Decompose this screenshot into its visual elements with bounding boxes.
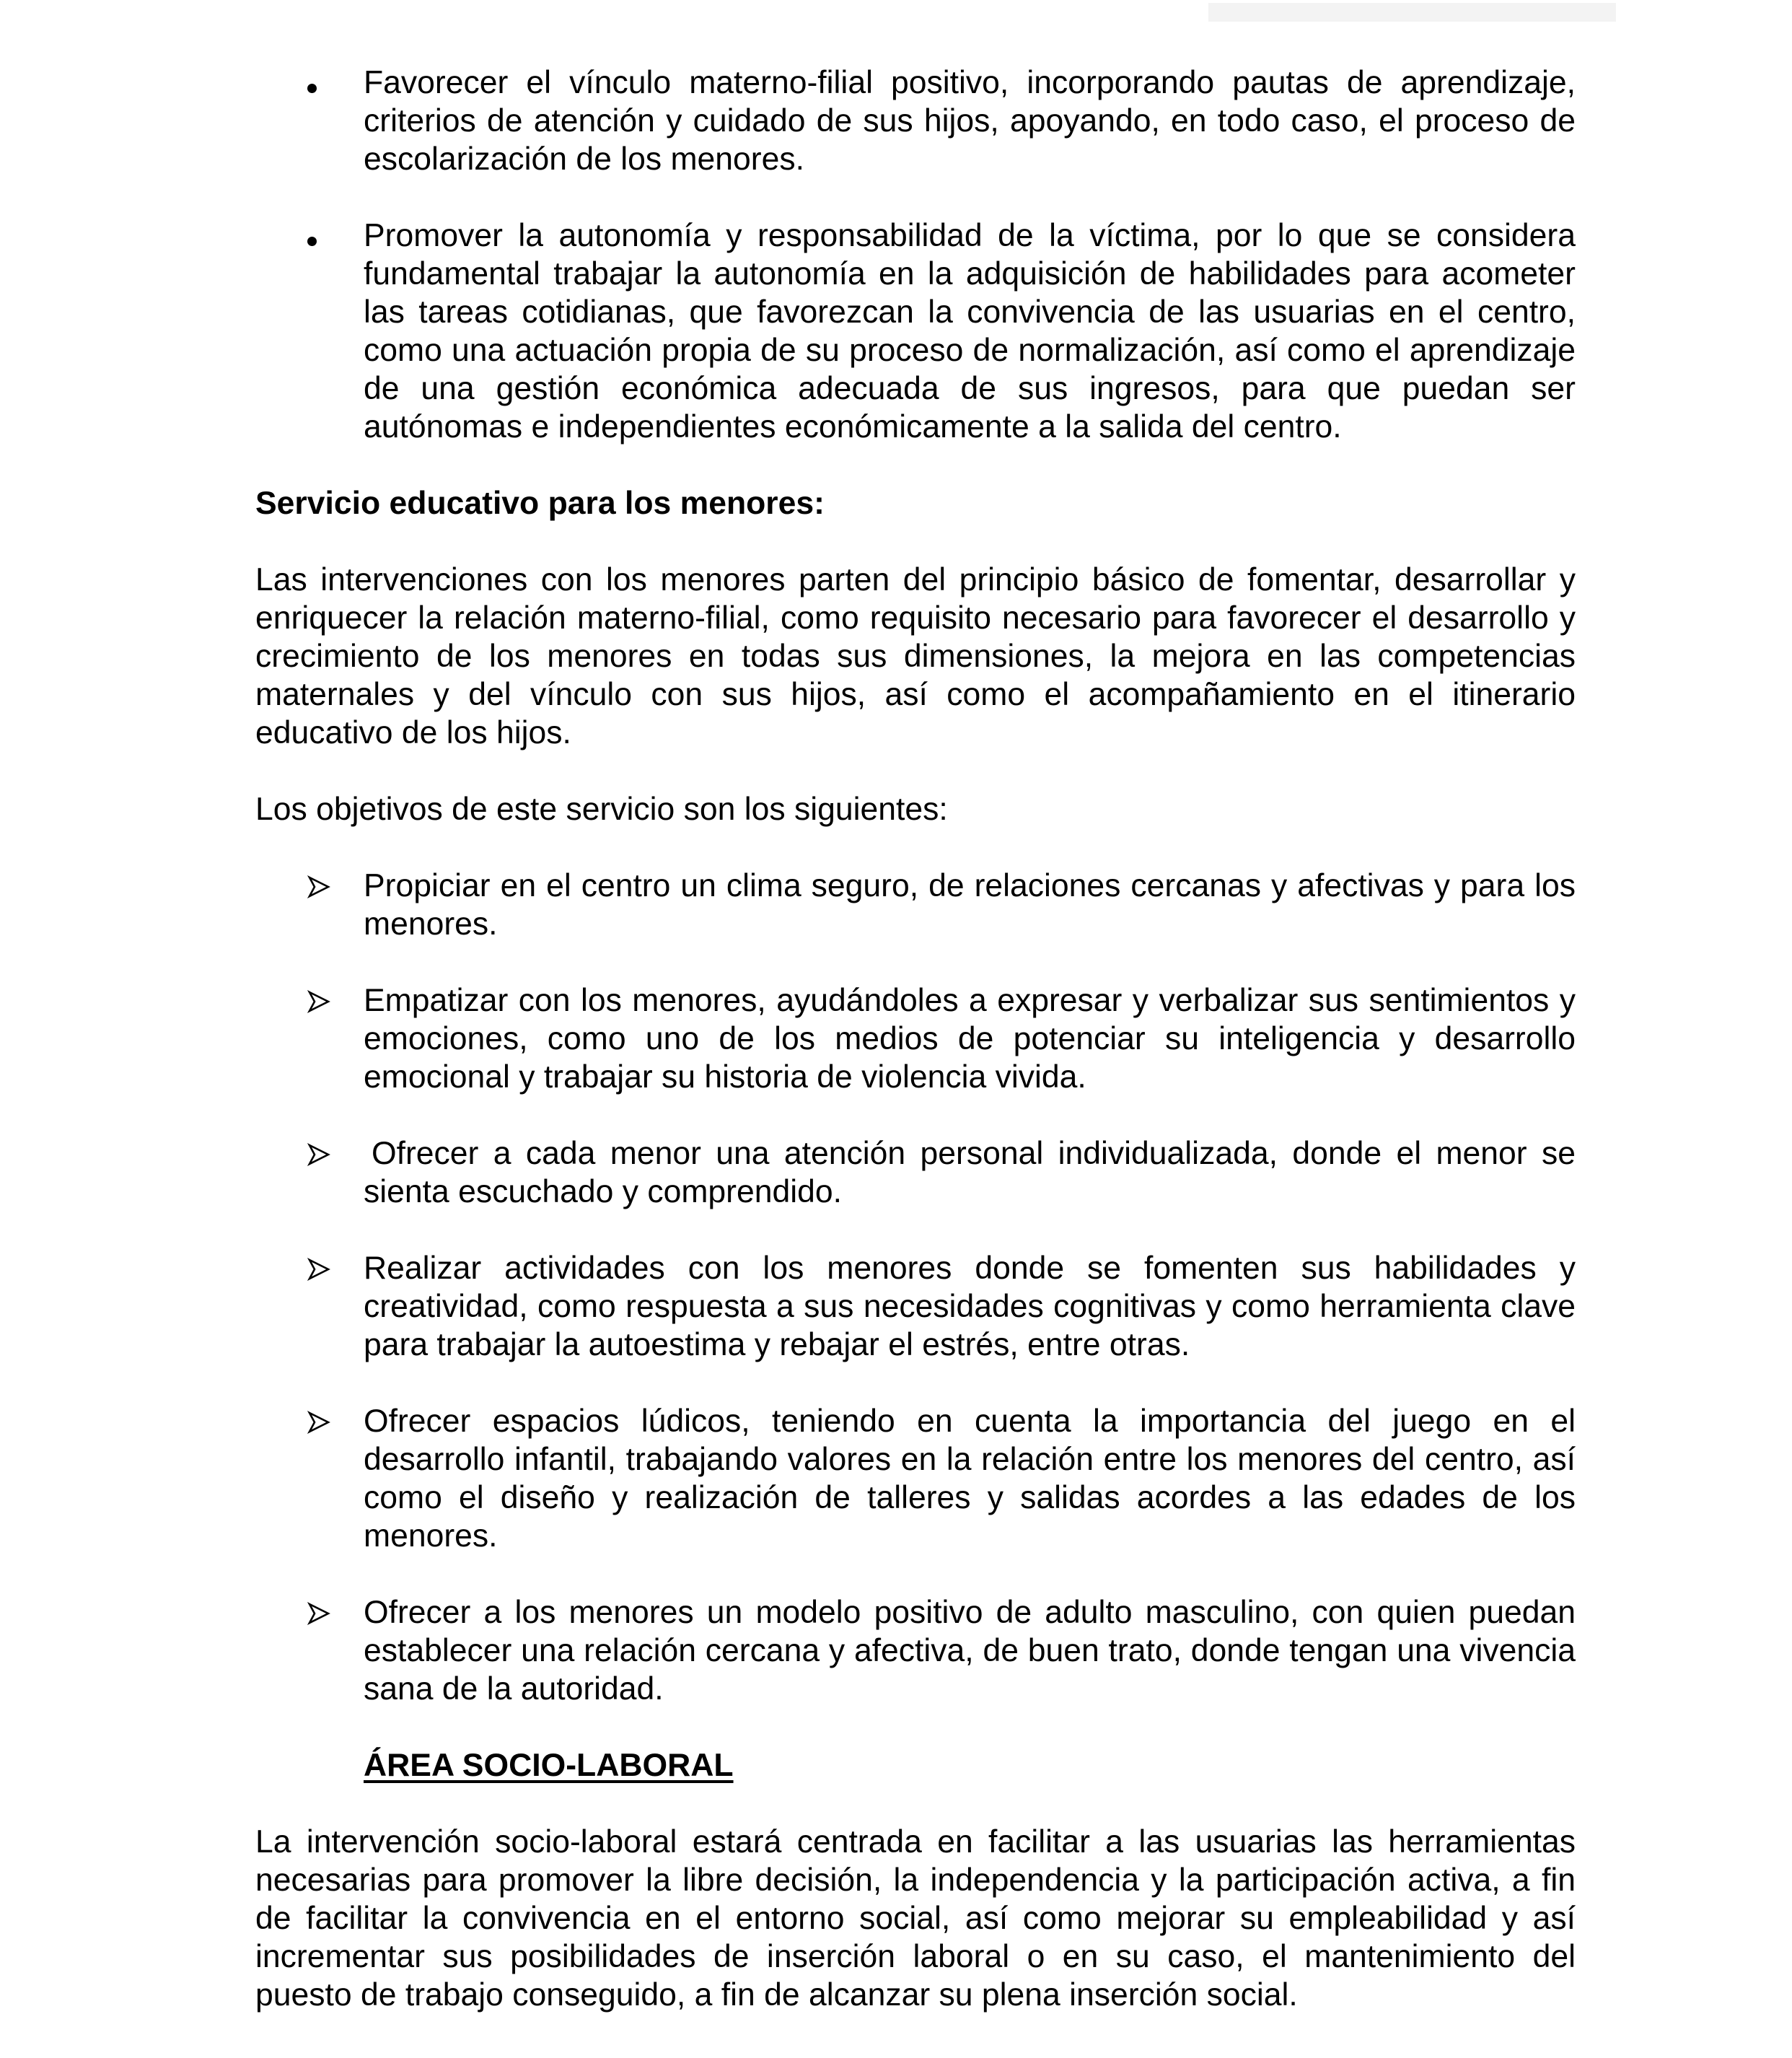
section-heading: Servicio educativo para los menores: [255,486,825,521]
bullet-text: Promover la autonomía y responsabilidad de la víctima, por lo que se considera fundamental trabajar la autonomía en la adquisición de habilidades para acometer las tareas cotidianas, que favorezcan la convivencia de las usuarias en el centro, como una actuación propia de su proceso de normalización, así como el aprendizaje de una gestión económica adecuada de sus ingresos, para que puedan ser autónomas e independientes económicamente a la salida del centro. [364,218,1576,445]
page-top-band [1208,3,1616,22]
objective-text: Ofrecer a cada menor una atención personal individualizada, donde el menor se sienta escuchado y comprendido. [364,1136,1576,1209]
arrowhead-icon [307,1402,343,1434]
objective-item [255,867,1576,943]
objective-text: Propiciar en el centro un clima seguro, de relaciones cercanas y afectivas y para los menores. [364,868,1576,942]
intro-paragraph: Las intervenciones con los menores parten del principio básico de fomentar, desarrollar y enriquecer la relación materno-filial, como requisito necesario para favorecer el desarrollo y crecimiento de los menores en todas sus dimensiones, la mejora en las competencias maternales y del vínculo con sus hijos, así como el acompañamiento en el itinerario educativo de los hijos. [255,562,1576,750]
section-title-socio-laboral: ÁREA SOCIO-LABORAL [364,1748,734,1783]
bullet-dot-icon [307,64,343,102]
objective-item [255,1593,1576,1708]
document-page [255,64,1576,2014]
objective-item [255,1402,1576,1555]
objective-text: Empatizar con los menores, ayudándoles a expresar y verbalizar sus sentimientos y emociones, como uno de los medios de potenciar su inteligencia y desarrollo emocional y trabajar su historia de violencia vivida. [364,983,1576,1095]
objectives-intro: Los objetivos de este servicio son los siguientes: [255,792,948,827]
arrowhead-icon [307,1134,343,1166]
arrowhead-icon [307,1593,343,1625]
bullet-item [255,216,1576,446]
objective-item [255,981,1576,1096]
bullet-text: Favorecer el vínculo materno-filial positivo, incorporando pautas de aprendizaje, criterios de atención y cuidado de sus hijos, apoyando, en todo caso, el proceso de escolarización de los menores. [364,65,1576,177]
bullet-item [255,64,1576,178]
arrowhead-icon [307,867,343,898]
objective-text: Realizar actividades con los menores donde se fomenten sus habilidades y creatividad, como respuesta a sus necesidades cognitivas y como herramienta clave para trabajar la autoestima y rebajar el estrés, entre otras. [364,1251,1576,1362]
objective-text: Ofrecer a los menores un modelo positivo de adulto masculino, con quien puedan establecer una relación cercana y afectiva, de buen trato, donde tengan una vivencia sana de la autoridad. [364,1595,1576,1707]
arrowhead-icon [307,981,343,1013]
arrowhead-icon [307,1249,343,1281]
socio-laboral-paragraph: La intervención socio-laboral estará centrada en facilitar a las usuarias las herramientas necesarias para promover la libre decisión, la independencia y la participación activa, a fin de facilitar la convivencia en el entorno social, así como mejorar su empleabilidad y así incrementar sus posibilidades de inserción laboral o en su caso, el mantenimiento del puesto de trabajo conseguido, a fin de alcanzar su plena inserción social. [255,1824,1576,2013]
objective-item [255,1249,1576,1364]
bullet-dot-icon [307,216,343,255]
objective-item [255,1134,1576,1211]
objective-text: Ofrecer espacios lúdicos, teniendo en cuenta la importancia del juego en el desarrollo infantil, trabajando valores en la relación entre los menores del centro, así como el diseño y realización de talleres y salidas acordes a las edades de los menores. [364,1404,1576,1554]
